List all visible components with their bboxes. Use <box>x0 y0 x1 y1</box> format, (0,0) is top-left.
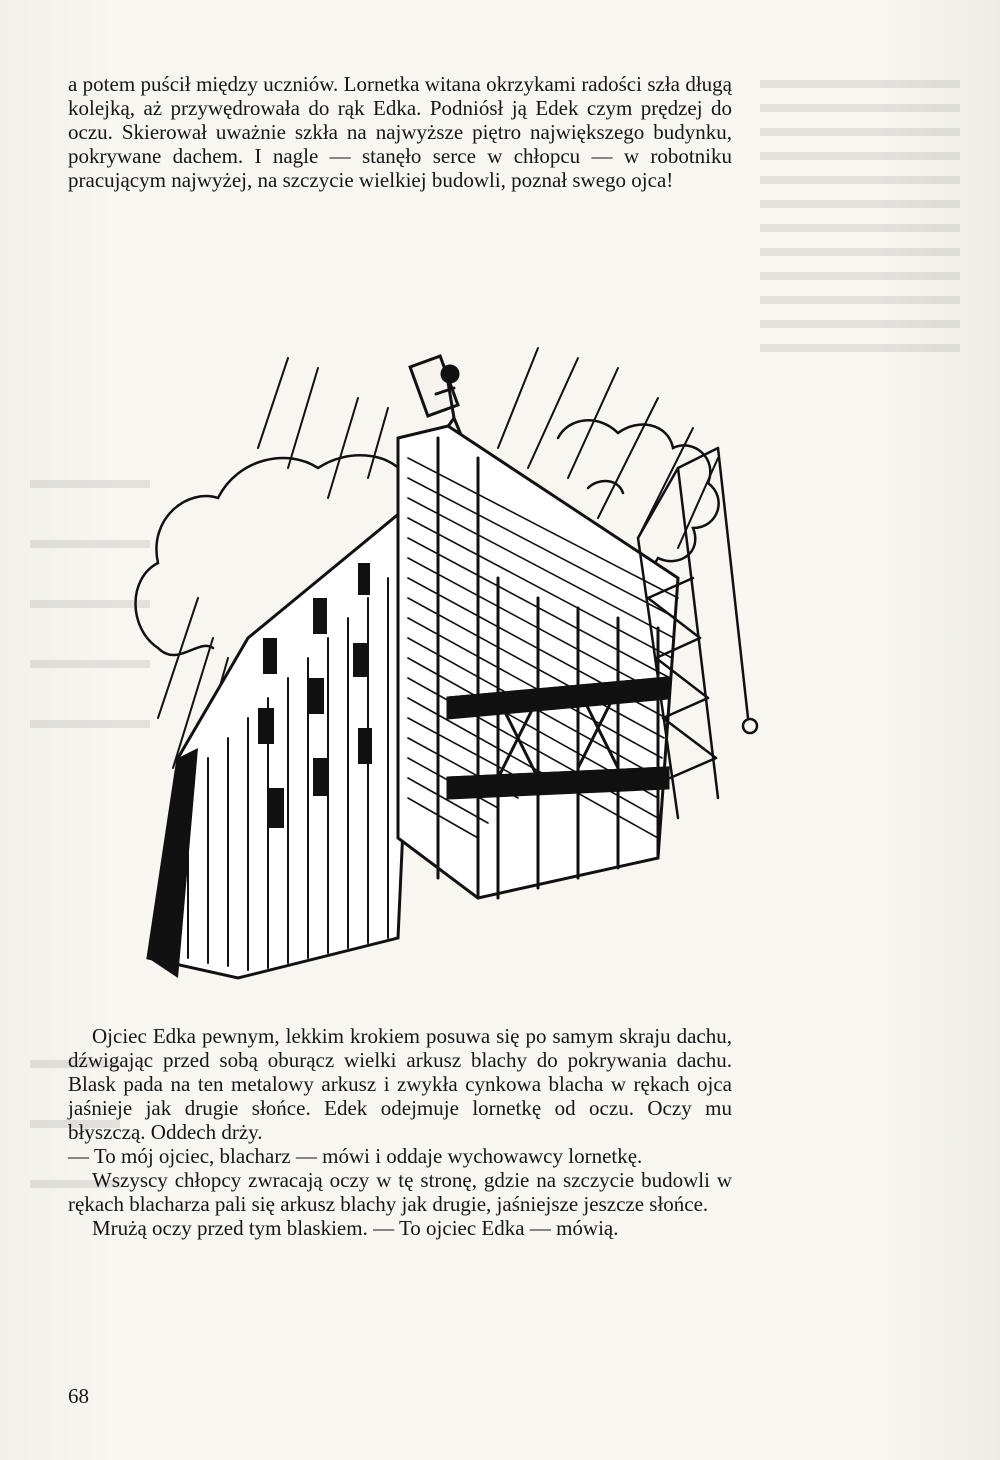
page-number: 68 <box>68 1384 89 1408</box>
building-under-construction-illustration <box>118 338 808 980</box>
paragraph-text: a potem puścił między uczniów. Lornetka witana okrzykami radości szła długą kolejką, aż przywędrowała do rąk Edka. Podniósł ją Edek czym prędzej do oczu. Skierował uważnie szkła na najwyższe piętro największego budynku, pokrywane dachem. I nagle — stanęło serce w chłopcu — w robotniku pracującym najwyżej, na szczycie wielkiej budowli, poznał swego ojca! <box>68 72 732 192</box>
bottom-paragraphs <box>68 1024 732 1240</box>
top-paragraph <box>68 72 732 192</box>
paragraph-text: Wszyscy chłopcy zwracają oczy w tę stronę, gdzie na szczycie budowli w rękach blacharza pali się arkusz blachy jak drugie, jaśniejsze jeszcze słońce. <box>68 1168 732 1216</box>
paragraph-text: Ojciec Edka pewnym, lekkim krokiem posuwa się po samym skraju dachu, dźwigając przed sobą oburącz wielki arkusz blachy do pokrywania dachu. Blask pada na ten metalowy arkusz i zwykła cynkowa blacha w rękach ojca jaśnieje jak drugie słońce. Edek odejmuje lornetkę od oczu. Oczy mu błyszczą. Oddech drży. <box>68 1024 732 1144</box>
paragraph-text: — To mój ojciec, blacharz — mówi i oddaje wychowawcy lornetkę. <box>68 1144 643 1168</box>
left-building <box>148 498 418 978</box>
paragraph-text: Mrużą oczy przed tym blaskiem. — To ojciec Edka — mówią. <box>92 1216 619 1240</box>
